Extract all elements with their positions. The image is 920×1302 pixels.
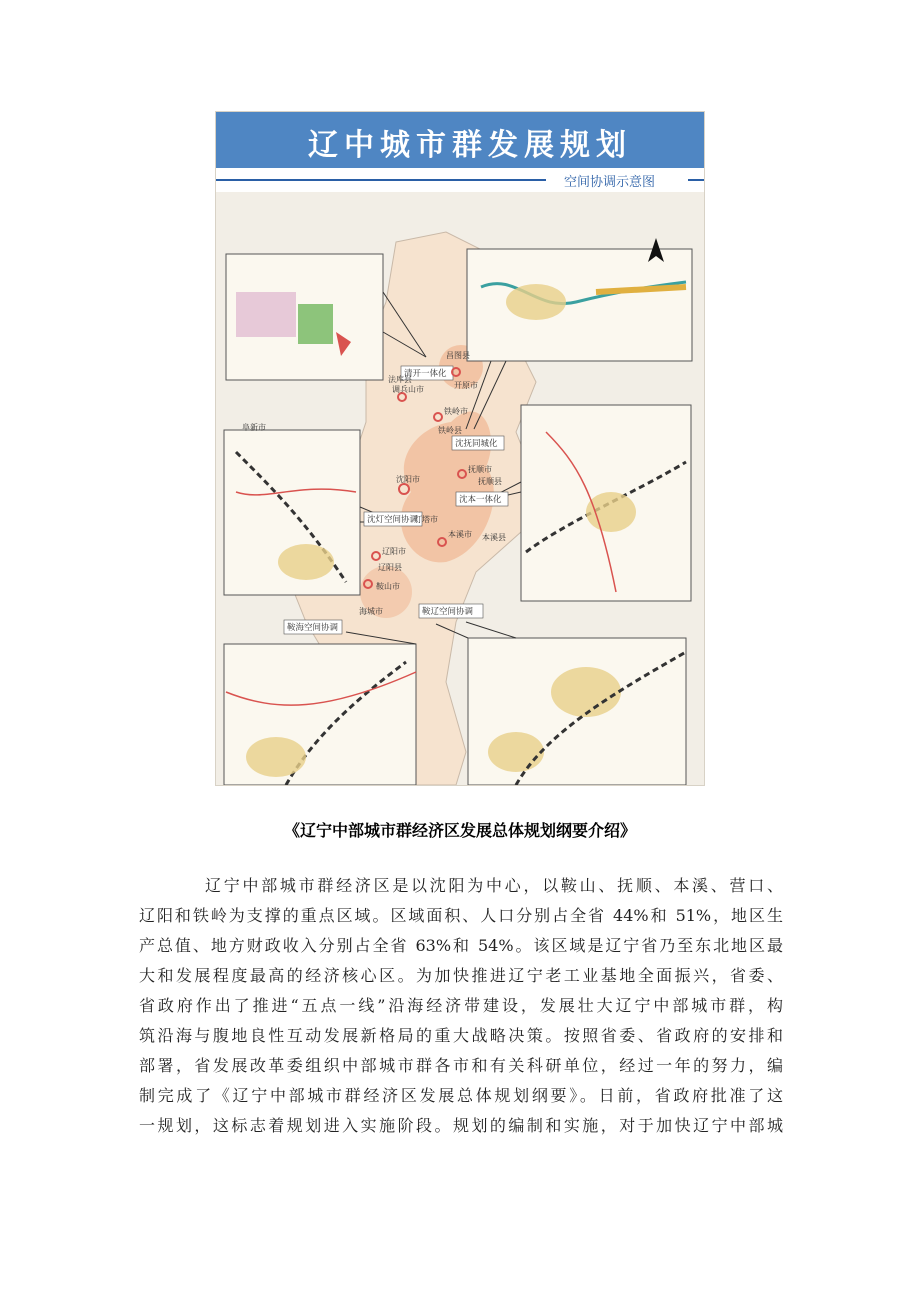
document-caption: 《辽宁中部城市群经济区发展总体规划纲要介绍》	[283, 821, 636, 840]
body-line: 产总值、地方财政收入分别占全省 63%和 54%。该区域是辽宁省乃至东北地区最	[139, 936, 783, 955]
city-liaoyang-county: 辽阳县	[378, 563, 402, 572]
inset-map-northeast	[467, 249, 692, 361]
city-fushun: 抚顺市	[468, 465, 492, 474]
city-liaoyang: 辽阳市	[382, 547, 406, 556]
city-faku: 法库县	[388, 375, 412, 384]
zone-label-shendeng: 沈灯空间协调	[367, 515, 419, 525]
city-fushun-county: 抚顺县	[478, 477, 502, 486]
zone-label-shenfu: 沈抚同城化	[455, 439, 498, 449]
body-line: 省政府作出了推进“五点一线”沿海经济带建设，发展壮大辽宁中部城市群，构	[139, 996, 783, 1015]
poster-title: 辽中城市群发展规划	[308, 128, 632, 163]
city-benxi: 本溪市	[448, 530, 472, 539]
subtitle-rule-right	[688, 179, 704, 181]
body-paragraph	[139, 871, 783, 1141]
city-benxi-county: 本溪县	[482, 533, 506, 542]
city-tieling-county: 铁岭县	[438, 426, 462, 435]
zone-label-shenben: 沈本一体化	[459, 495, 502, 505]
inset-map-southeast	[468, 638, 686, 785]
body-line: 辽宁中部城市群经济区是以沈阳为中心，以鞍山、抚顺、本溪、营口、	[205, 876, 783, 895]
city-anshan: 鞍山市	[376, 582, 400, 591]
poster-subtitle: 空间协调示意图	[564, 175, 656, 190]
city-changtu: 昌图县	[446, 351, 470, 360]
planning-map-poster	[216, 112, 704, 785]
city-haicheng: 海城市	[359, 607, 383, 616]
city-fuxin: 阜新市	[242, 423, 266, 432]
inset-map-west	[224, 430, 360, 595]
zone-label-anhai: 鞍海空间协调	[287, 623, 339, 633]
poster-header	[216, 112, 704, 168]
city-dengta: 灯塔市	[414, 515, 438, 524]
subtitle-rule-left	[216, 179, 546, 181]
body-line: 辽阳和铁岭为支撑的重点区域。区域面积、人口分别占全省 44%和 51%，地区生	[139, 906, 783, 925]
poster-subtitle-bar	[216, 168, 704, 192]
body-line: 一规划，这标志着规划进入实施阶段。规划的编制和实施，对于加快辽宁中部城	[139, 1116, 783, 1135]
inset-map-east	[521, 405, 691, 601]
body-line: 部署，省发展改革委组织中部城市群各市和有关科研单位，经过一年的努力，编	[139, 1056, 783, 1075]
city-kaiyuan: 开原市	[454, 381, 478, 390]
city-shenyang: 沈阳市	[396, 475, 420, 484]
regional-map	[216, 192, 704, 785]
city-diaobingshan: 调兵山市	[392, 385, 424, 394]
inset-map-southwest	[224, 644, 416, 785]
body-line: 制完成了《辽宁中部城市群经济区发展总体规划纲要》。日前，省政府批准了这	[139, 1086, 783, 1105]
inset-map-northwest	[226, 254, 383, 380]
body-line: 大和发展程度最高的经济核心区。为加快推进辽宁老工业基地全面振兴，省委、	[139, 966, 783, 985]
zone-label-anliao: 鞍辽空间协调	[422, 607, 474, 617]
zone-label-qingkai: 清开一体化	[404, 369, 447, 379]
body-line: 筑沿海与腹地良性互动发展新格局的重大战略决策。按照省委、省政府的安排和	[139, 1026, 783, 1045]
city-tieling: 铁岭市	[444, 407, 468, 416]
